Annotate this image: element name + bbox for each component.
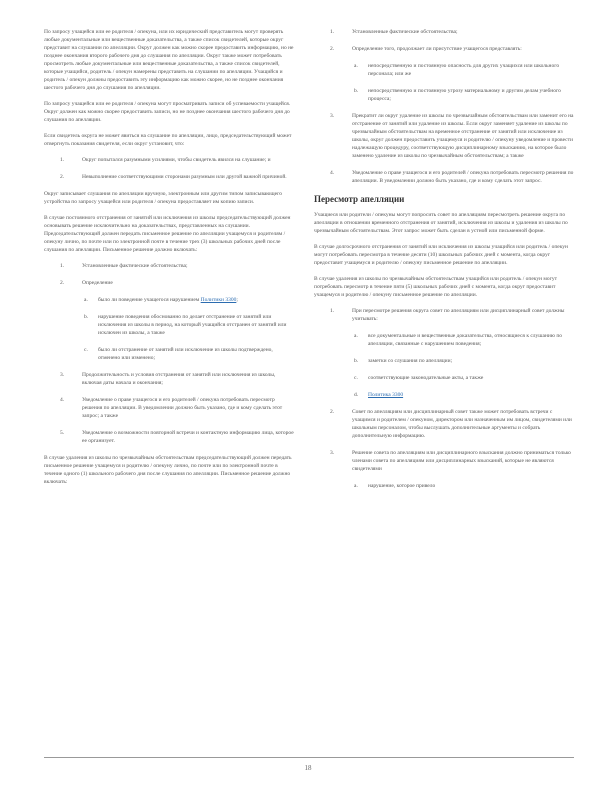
- list-item: 4. Уведомление о праве учащегося и его родителей / опекуна потребовать пересмотр решения по апелляции. В уведомлении должно быть указано, где и кому сделать этот запрос; а также: [60, 397, 283, 419]
- list-item: b. непосредственную и постоянную угрозу материальному и другим делам учебного процесса;: [354, 88, 561, 102]
- list-item: b. нарушение поведения обоснованно по делает отстранение от занятий или исключения из школы в период, на который учащийся отстранен от занятий или исключен из школы, а также: [84, 314, 287, 336]
- numbered-list: [314, 307, 576, 323]
- lettered-list: [314, 482, 576, 490]
- list-item: a. было ли поведение учащегося нарушением Политики 3300;: [84, 297, 238, 303]
- lettered-list: [314, 332, 576, 399]
- list-item: b. заметки со слушания по апелляции;: [354, 358, 453, 364]
- lettered-list: [44, 296, 296, 362]
- paragraph: По запросу учащейся или ее родителя / опекуна могут просматривать записи об успеваемости учащейся. Округ должен как можно скорее предоставить записи, но не позднее окончания шестого рабочего дня до слушания по апелляции.: [44, 101, 291, 123]
- list-item: 5. Уведомление о возможности повторной встречи и контактную информацию лица, которое ее организует.: [60, 430, 294, 444]
- list-item: d. Политика 3300: [354, 392, 404, 398]
- list-item: a. нарушение, которое привело: [354, 483, 436, 489]
- list-item: 1. Установленные фактические обстоятельства;: [330, 29, 458, 35]
- list-item: a. все документальные и вещественные доказательства, относящиеся к слушанию по апелляции, связанные с нарушением поведения;: [354, 333, 563, 347]
- list-item: a. непосредственную и постоянную опасность для других учащихся или школьного персонала; или же: [354, 63, 560, 77]
- list-item: c. соответствующие законодательные акты, а также: [354, 375, 484, 381]
- list-item: 1. При пересмотре решения округа совет по апелляциям или дисциплинарный совет должны учитывать:: [330, 308, 565, 322]
- list-item: 2. Определение того, продолжает ли присутствие учащегося представлять:: [330, 46, 522, 52]
- list-item: c. было ли отстранение от занятий или исключение из школы подтверждено, отменено или изменено;: [84, 347, 273, 361]
- page-number: 18: [304, 764, 312, 772]
- list-item: 4. Уведомление о праве учащегося и его родителей / опекуна потребовать пересмотр решения по апелляции. В уведомлении должно быть указано, где и кому сделать этот запрос.: [330, 170, 574, 184]
- list-item: 3. Решение совета по апелляциям или дисциплинарного взыскания должно приниматься только членами совета по апелляциям или дисциплинарных взысканий, которые не являются свидетелями: [330, 450, 571, 472]
- right-column: [314, 28, 576, 499]
- paragraph: По запросу учащейся или ее родителя / опекуна, или их юридический представитель могут проверять любые документальные или вещественные доказательства, а также список свидетелей, которые округ представит на слушании по апелляции. Округ должен как можно скорее предоставить информацию, но не позднее окончания второго рабочего дня до слушания по апелляции. Округ также может потребовать просмотреть любые документальные или вещественные доказательства, а также список свидетелей, которые учащийся, родитель / опекун намерены представить на слушании по апелляции. Учащийся и родитель / опекун должны предоставить эту информацию как можно скорее, но не позднее окончания шестого рабочего дня до слушания по апелляции.: [44, 29, 294, 91]
- list-item: 1. Установленные фактические обстоятельства;: [60, 263, 188, 269]
- policy-3300-link[interactable]: Политики 3300: [200, 297, 237, 303]
- numbered-list: [44, 262, 296, 287]
- paragraph: В случае удаления из школы по чрезвычайным обстоятельствам председательствующий должен передать письменное решение учащемуся и родителю / опекуну лично, по почте или по электронной почте в течение одного (1) школьного рабочего дня после слушания по апелляции. Письменное решение должно включать:: [44, 455, 292, 485]
- paragraph: В случае постоянного отстранения от занятий или исключения из школы председательствующий должен основывать решение исключительно на доказательствах, представленных на слушании. Председательствующий должен передать письменное решение по апелляции учащемуся и родителям / опекуну лично, по почте или по электронной почте в течение трех (3) школьных рабочих дней после слушания по апелляции. Письменное решение должно включать:: [44, 215, 291, 253]
- list-item: 2. Невыполнение соответствующими сторонами разумным или другой важной причиной.: [60, 174, 287, 180]
- paragraph: Учащиеся или родители / опекуны могут попросить совет по апелляциям пересмотреть решение округа по апелляции в отношении временного отстранения от занятий, исключения из школы и удаления из школы по чрезвычайным обстоятельствам. Этот запрос может быть сделан в устной или письменной форме.: [314, 212, 568, 234]
- paragraph: Если свидетель округа не может явиться на слушание по апелляции, лицо, председательствующий может отвергнуть показания свидетеля, если округ установит, что:: [44, 133, 292, 147]
- numbered-list: [314, 112, 576, 185]
- numbered-list: [44, 156, 296, 181]
- section-heading: Пересмотр апелляции: [314, 194, 405, 204]
- paragraph: Округ записывает слушания по апелляции вручную, электронным или другим типом записывающего устройства по запросу учащейся или родителя / опекуна предоставляет им копию записи.: [44, 191, 282, 205]
- footer-divider: [44, 757, 574, 758]
- list-item: 3. Прекратит ли округ удаление из школы по чрезвычайным обстоятельствам или заменит его на отстранение от занятий или удаление из школы. Если округ заменяет удаление из школы по чрезвычайным обстоятельствам на временное отстранение от занятий или исключение из школы, округ должен предоставить учащемуся и родителю / опекуну уведомление и провести надлежащую процедуру, соответствующую дисциплинарному взысканию, на которое было заменено удаление из школы по чрезвычайным обстоятельствам; а также: [330, 113, 574, 159]
- list-item: 1. Округ попытался разумными усилиями, чтобы свидетель явился на слушание; и: [60, 157, 271, 163]
- numbered-list: [314, 28, 576, 53]
- numbered-list: [44, 371, 296, 445]
- paragraph: В случае удаления из школы по чрезвычайным обстоятельствам учащийся или родитель / опекун могут потребовать пересмотр в течение пяти (5) школьных рабочих дней с момента, когда округ предоставит учащемуся и родителю / опекуну письменное решение по апелляции.: [314, 276, 558, 298]
- list-item: 2. Совет по апелляциям или дисциплинарный совет также может потребовать встречи с учащимся и родителем / опекуном, директором или назначенным им лицом, свидетелями или школьным персоналом, чтобы выслушать дополнительные аргументы и собрать дополнительную информацию.: [330, 409, 572, 439]
- paragraph: В случае долгосрочного отстранения от занятий или исключения из школы учащийся или родитель / опекун могут потребовать пересмотра в течение десяти (10) школьных рабочих дней с момента, когда округ предоставит учащемуся и родителю / опекуну письменное решение по апелляции.: [314, 244, 568, 266]
- numbered-list: [314, 408, 576, 473]
- list-item: 2. Определение: [60, 280, 113, 286]
- left-column: [44, 28, 296, 494]
- lettered-list: [314, 62, 576, 103]
- list-item: 3. Продолжительность и условия отстранения от занятий или исключения из школы, включая даты начала и окончания;: [60, 372, 276, 386]
- policy-3300-link[interactable]: Политика 3300: [368, 392, 404, 398]
